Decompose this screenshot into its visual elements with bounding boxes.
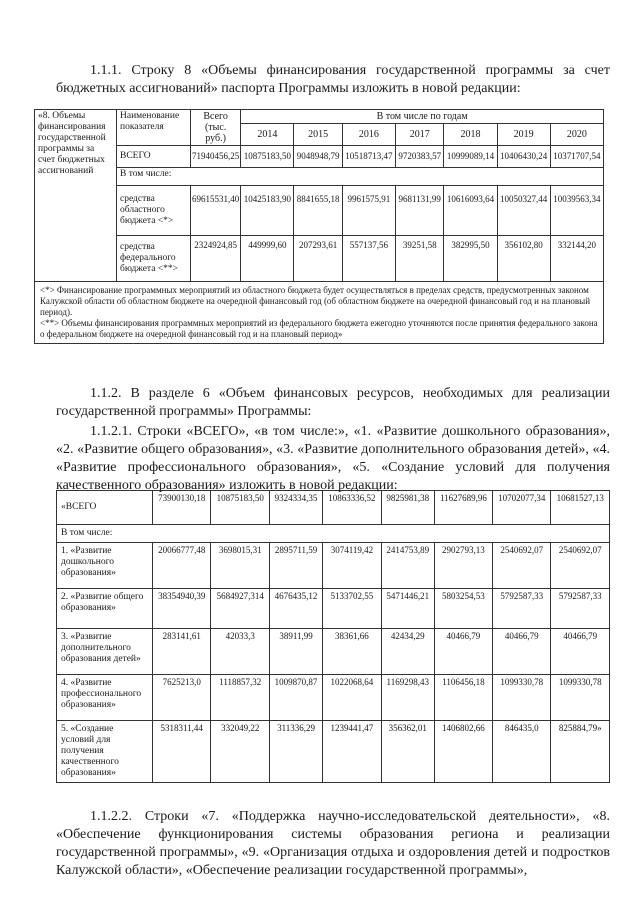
cell-value: 8841655,18 (294, 186, 342, 236)
year-header: 2018 (444, 124, 497, 146)
cell-value: 1106456,18 (434, 675, 492, 721)
cell-value: 5133702,55 (323, 589, 381, 629)
cell-value: 20066777,48 (153, 543, 211, 589)
cell-value: 42033,3 (211, 629, 269, 675)
cell-value: 356102,80 (497, 236, 550, 282)
row-label: средства областного бюджета <*> (117, 186, 191, 236)
cell-value: 825884,79» (551, 721, 610, 783)
cell-value: 40466,79 (551, 629, 610, 675)
table-row (57, 629, 610, 675)
cell-value: 7625213,0 (153, 675, 211, 721)
cell-value: 10875183,50 (211, 491, 269, 525)
cell-value: 5803254,53 (434, 589, 492, 629)
cell-value: 40466,79 (434, 629, 492, 675)
cell-value: 38354940,39 (153, 589, 211, 629)
cell-total: 69615531,40 (191, 186, 241, 236)
cell-value: 9048948,79 (294, 146, 342, 168)
cell-value: 9324334,35 (269, 491, 322, 525)
table-row (57, 491, 610, 525)
cell-value: 332144,20 (550, 236, 603, 282)
cell-value: 557137,56 (342, 236, 395, 282)
cell-value: 3698015,31 (211, 543, 269, 589)
cell-value: 5471446,21 (381, 589, 434, 629)
row-label: 1. «Развитие дошкольного образования» (57, 543, 153, 589)
row-label: ВСЕГО (117, 146, 191, 168)
cell-value: 449999,60 (241, 236, 294, 282)
cell-value: 846435,0 (492, 721, 550, 783)
cell-value: 10039563,34 (550, 186, 603, 236)
cell-value: 5792587,33 (551, 589, 610, 629)
cell-value: 2540692,07 (551, 543, 610, 589)
cell-value: 10863336,52 (323, 491, 381, 525)
cell-value: 1022068,64 (323, 675, 381, 721)
cell-value: 2895711,59 (269, 543, 322, 589)
row-label: средства федерального бюджета <**> (117, 236, 191, 282)
in-that-number-label: В том числе: (117, 168, 604, 186)
row-label: 5. «Создание условий для получения качественного образования» (57, 721, 153, 783)
row-label: «ВСЕГО (57, 491, 153, 525)
cell-value: 2540692,07 (492, 543, 550, 589)
cell-value: 9720383,57 (396, 146, 444, 168)
cell-value: 38911,99 (269, 629, 322, 675)
cell-value: 1099330,78 (492, 675, 550, 721)
cell-value: 1009870,87 (269, 675, 322, 721)
cell-value: 5684927,314 (211, 589, 269, 629)
cell-value: 2902793,13 (434, 543, 492, 589)
table-row (57, 543, 610, 589)
table-row (57, 589, 610, 629)
cell-value: 10425183,90 (241, 186, 294, 236)
cell-value: 382995,50 (444, 236, 497, 282)
table-row (57, 721, 610, 783)
cell-value: 4676435,12 (269, 589, 322, 629)
cell-value: 73900130,18 (153, 491, 211, 525)
row-label: 2. «Развитие общего образования» (57, 589, 153, 629)
table-row (57, 675, 610, 721)
year-header: 2016 (342, 124, 395, 146)
cell-value: 283141,61 (153, 629, 211, 675)
financing-table-passport (34, 109, 604, 344)
cell-value: 9681131,99 (396, 186, 444, 236)
col-total-header: Всего (тыс. руб.) (191, 110, 241, 146)
cell-total: 71940456,25 (191, 146, 241, 168)
cell-value: 10050327,44 (497, 186, 550, 236)
financing-table-section6 (56, 490, 610, 783)
footnote-federal: <**> Объемы финансирования программных мероприятий из федерального бюджета ежегодно уточняются после принятия федерального закона о федеральном бюджете на очередной финансовый год и на плановый период» (40, 318, 598, 339)
cell-value: 10406430,24 (497, 146, 550, 168)
paragraph-1-1-2-2: 1.1.2.2. Строки «7. «Поддержка научно-исследовательской деятельности», «8. «Обеспечение функционирования системы образования региона и реализации государственной программы», «9. «Организация отдыха и оздоровления детей и подростков Калужской области», «Обеспечение реализации государственной программы», (56, 809, 610, 878)
paragraph-1-1-2-1: 1.1.2.1. Строки «ВСЕГО», «в том числе:», «1. «Развитие дошкольного образования», «2. «Развитие общего образования», «3. «Развитие дополнительного образования детей», «4. «Развитие профессионального образования», «5. «Создание условий для получения качественного образования» изложить в новой редакции: (56, 424, 610, 493)
cell-value: 11627689,96 (434, 491, 492, 525)
cell-value: 356362,01 (381, 721, 434, 783)
cell-value: 1169298,43 (381, 675, 434, 721)
cell-value: 39251,58 (396, 236, 444, 282)
year-header: 2017 (396, 124, 444, 146)
row-header-cell: «8. Объемы финансирования государственной программы за счет бюджетных ассигнований (35, 110, 117, 282)
footnote-regional: <*> Финансирование программных мероприятий из областного бюджета будет осуществляться в пределах средств, предусмотренных законом Калужской области об областном бюджете на очередной финансовый год (об областном бюджете на очередной финансовый год и на плановый период). (40, 285, 591, 317)
cell-value: 1406802,66 (434, 721, 492, 783)
cell-value: 5318311,44 (153, 721, 211, 783)
table-row (35, 146, 604, 168)
cell-value: 10702077,34 (492, 491, 550, 525)
cell-value: 10681527,13 (551, 491, 610, 525)
cell-value: 38361,66 (323, 629, 381, 675)
years-group-header: В том числе по годам (241, 110, 604, 124)
year-header: 2020 (550, 124, 603, 146)
year-header: 2015 (294, 124, 342, 146)
cell-value: 207293,61 (294, 236, 342, 282)
in-that-number-label: В том числе: (57, 525, 610, 543)
cell-value: 9825981,38 (381, 491, 434, 525)
cell-value: 1118857,32 (211, 675, 269, 721)
table-row (35, 236, 604, 282)
cell-value: 9961575,91 (342, 186, 395, 236)
col-name-header: Наименование показателя (117, 110, 191, 146)
table-footnotes (35, 282, 604, 344)
paragraph-1-1-2: 1.1.2. В разделе 6 «Объем финансовых ресурсов, необходимых для реализации государственной программы» Программы: (56, 386, 610, 419)
cell-value: 332049,22 (211, 721, 269, 783)
year-header: 2019 (497, 124, 550, 146)
cell-value: 10875183,50 (241, 146, 294, 168)
cell-value: 1239441,47 (323, 721, 381, 783)
cell-value: 10371707,54 (550, 146, 603, 168)
cell-value: 5792587,33 (492, 589, 550, 629)
cell-value: 2414753,89 (381, 543, 434, 589)
cell-value: 40466,79 (492, 629, 550, 675)
cell-value: 311336,29 (269, 721, 322, 783)
row-label: 4. «Развитие профессионального образования» (57, 675, 153, 721)
cell-value: 10518713,47 (342, 146, 395, 168)
cell-value: 1099330,78 (551, 675, 610, 721)
paragraph-1-1-1: 1.1.1. Строку 8 «Объемы финансирования государственной программы за счет бюджетных ассигнований» паспорта Программы изложить в новой редакции: (56, 63, 610, 96)
cell-value: 10616093,64 (444, 186, 497, 236)
year-header: 2014 (241, 124, 294, 146)
cell-value: 10999089,14 (444, 146, 497, 168)
cell-total: 2324924,85 (191, 236, 241, 282)
table-row (35, 186, 604, 236)
cell-value: 3074119,42 (323, 543, 381, 589)
cell-value: 42434,29 (381, 629, 434, 675)
row-label: 3. «Развитие дополнительного образования детей» (57, 629, 153, 675)
